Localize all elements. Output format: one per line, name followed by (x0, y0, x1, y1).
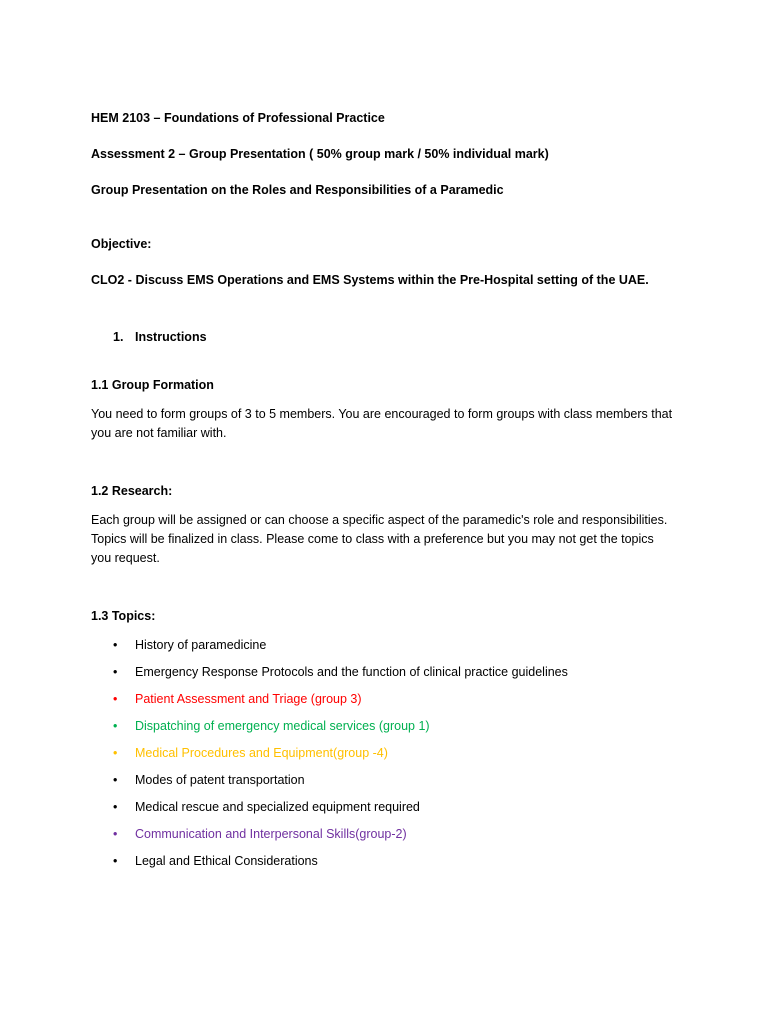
topics-heading: 1.3 Topics: (91, 609, 156, 623)
clo-statement: CLO2 - Discuss EMS Operations and EMS Systems within the Pre-Hospital setting of the UAE. (91, 273, 649, 287)
bullet-icon: • (113, 692, 118, 706)
topic-text: Communication and Interpersonal Skills(group-2) (135, 827, 407, 841)
instructions-title: Instructions (135, 330, 207, 344)
bullet-icon: • (113, 719, 118, 733)
topic-text: Patient Assessment and Triage (group 3) (135, 692, 362, 706)
presentation-topic: Group Presentation on the Roles and Responsibilities of a Paramedic (91, 183, 504, 197)
objective-label: Objective: (91, 237, 152, 251)
bullet-icon: • (113, 800, 118, 814)
instructions-number: 1. (113, 330, 124, 344)
research-body: Each group will be assigned or can choose a specific aspect of the paramedic's role and responsibilities. Topics will be finalized in class. Please come to class with a preference but you may not get the topics you request. (91, 513, 668, 565)
instructions-heading (113, 328, 207, 347)
bullet-icon: • (113, 773, 118, 787)
research-heading: 1.2 Research: (91, 484, 173, 498)
group-formation-heading: 1.1 Group Formation (91, 378, 214, 392)
course-title: HEM 2103 – Foundations of Professional Practice (91, 111, 385, 125)
topic-text: Medical Procedures and Equipment(group -4) (135, 746, 388, 760)
topic-text: Emergency Response Protocols and the function of clinical practice guidelines (135, 665, 568, 679)
topic-text: Medical rescue and specialized equipment required (135, 800, 420, 814)
group-formation-body: You need to form groups of 3 to 5 members. You are encouraged to form groups with class members that you are not familiar with. (91, 407, 673, 440)
topic-text: Legal and Ethical Considerations (135, 854, 318, 868)
topic-text: History of paramedicine (135, 638, 267, 652)
bullet-icon: • (113, 665, 118, 679)
bullet-icon: • (113, 638, 118, 652)
topic-text: Modes of patent transportation (135, 773, 305, 787)
bullet-icon: • (113, 746, 118, 760)
bullet-icon: • (113, 827, 118, 841)
assessment-title: Assessment 2 – Group Presentation ( 50% group mark / 50% individual mark) (91, 147, 549, 161)
topic-text: Dispatching of emergency medical services (group 1) (135, 719, 430, 733)
bullet-icon: • (113, 854, 118, 868)
